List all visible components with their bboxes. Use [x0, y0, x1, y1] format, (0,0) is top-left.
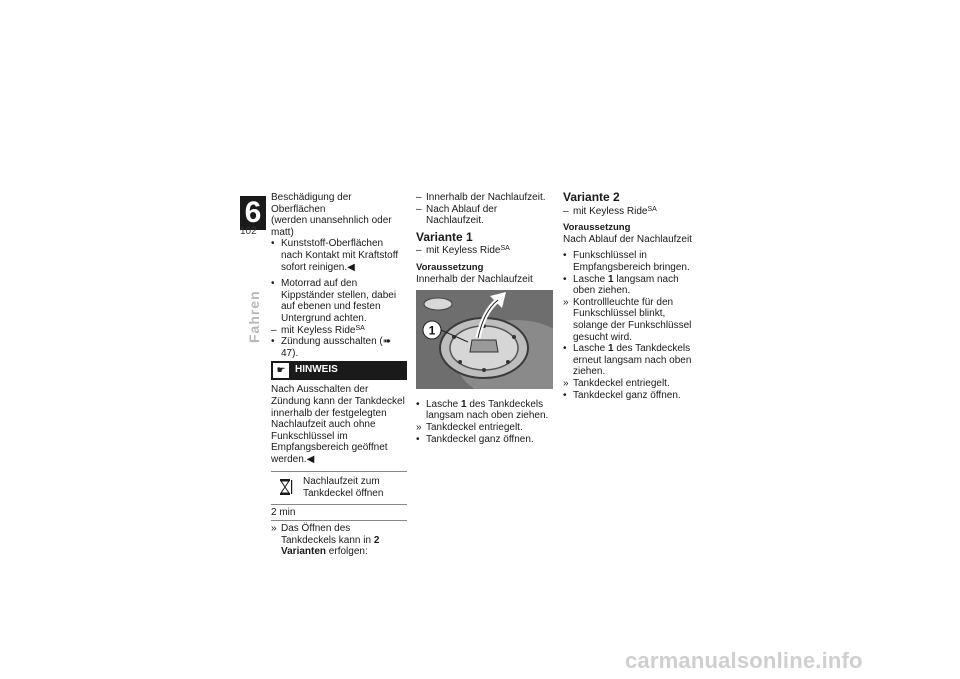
warning-line: (werden unansehnlich oder matt) — [271, 215, 392, 238]
list-item: » Kontrollleuchte für den Funkschlüssel blinkt, solange der Funkschlüssel gesucht wird. — [563, 296, 692, 343]
hand-pointer-icon: ☛ — [273, 363, 289, 378]
list-item: – mit Keyless Ride$^{SA}$ — [271, 324, 365, 336]
hourglass-icon — [279, 478, 293, 496]
prereq-text: Nach Ablauf der Nachlaufzeit — [563, 233, 692, 245]
column-3 — [563, 192, 703, 401]
section-label: Fahren — [246, 290, 262, 343]
prereq-title: Voraussetzung — [416, 261, 484, 273]
list-item: • Lasche 1 langsam nach oben ziehen. — [563, 273, 679, 297]
list-item: • Motorrad auf den Kippständer stellen, dabei auf ebenen und festen Untergrund achten. — [271, 278, 397, 324]
list-item: – Nach Ablauf der Nachlaufzeit. — [416, 203, 498, 227]
chapter-number: 6 — [240, 196, 266, 230]
prereq-text: Innerhalb der Nachlaufzeit — [416, 273, 533, 285]
fuel-cap-photo — [416, 290, 553, 389]
list-item: – Innerhalb der Nachlaufzeit. — [416, 192, 546, 203]
time-box — [271, 471, 407, 521]
list-item: • Zündung ausschalten (➠ 47). — [271, 336, 392, 359]
figure-label: 1 — [428, 323, 436, 338]
column-2 — [416, 192, 556, 445]
page-number: 102 — [240, 226, 257, 237]
list-item: » Tankdeckel entriegelt. — [416, 421, 523, 433]
list-item: » Tankdeckel entriegelt. — [563, 377, 670, 389]
list-item: • Tankdeckel ganz öffnen. — [563, 389, 681, 401]
list-item: – mit Keyless Ride$^{SA}$ — [563, 205, 657, 217]
time-box-label: Nachlaufzeit zum Tankdeckel öffnen — [303, 476, 384, 500]
watermark: carmanualsonline.info — [625, 648, 863, 673]
variant-heading: Variante 2 — [563, 190, 620, 204]
column-1 — [271, 192, 407, 558]
prereq-title: Voraussetzung — [563, 222, 631, 234]
warning-line: Beschädigung der Oberflächen — [271, 192, 352, 215]
list-item: • Lasche 1 des Tankdeckels langsam nach oben ziehen. — [416, 398, 549, 422]
list-item: • Lasche 1 des Tankdeckels erneut langsam nach oben ziehen. — [563, 343, 692, 378]
notice-title: HINWEIS — [295, 364, 338, 376]
list-item: • Funkschlüssel in Empfangsbereich bringen. — [563, 250, 690, 273]
variant-heading: Variante 1 — [416, 229, 473, 244]
list-item: » Das Öffnen des Tankdeckels kann in 2 Varianten erfolgen: — [271, 523, 380, 558]
list-item: • Tankdeckel ganz öffnen. — [416, 433, 534, 445]
list-item: • Kunststoff-Oberflächen nach Kontakt mit Kraftstoff sofort reinigen.◀ — [271, 238, 399, 273]
time-box-value: 2 min — [271, 506, 296, 518]
list-item: – mit Keyless Ride$^{SA}$ — [416, 245, 510, 257]
notice-text: Nach Ausschalten der Zündung kann der Tankdeckel innerhalb der festgelegten Nachlaufzeit auch ohne Funkschlüssel im Empfangsbereich geöffnet werden.◀ — [271, 384, 405, 465]
notice-banner — [271, 361, 407, 380]
